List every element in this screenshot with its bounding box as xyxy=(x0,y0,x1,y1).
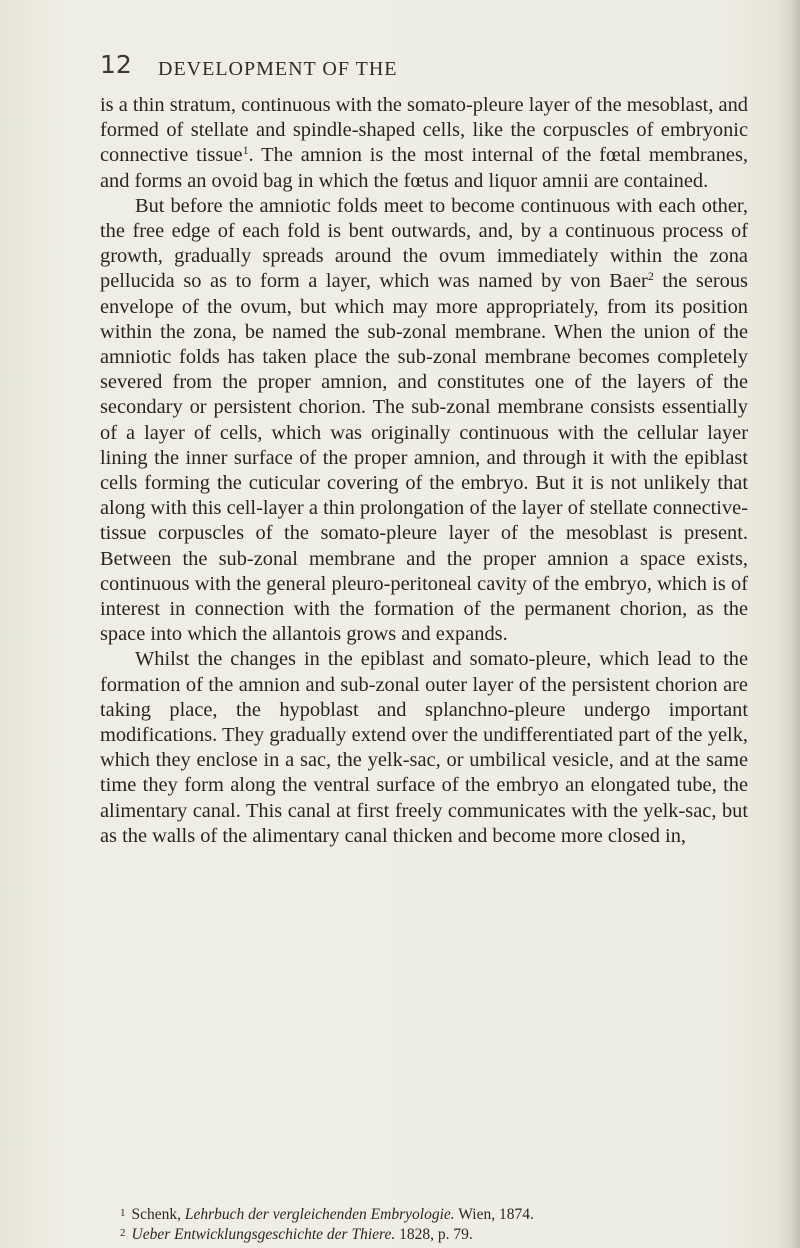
body-text xyxy=(100,93,748,849)
footnote-title: Lehrbuch der vergleichenden Embryologie. xyxy=(184,1206,455,1223)
paragraph-text: . The amnion is the most internal of the fœtal membranes, and forms an ovoid bag in which the fœtus and liquor amnii are contained. xyxy=(100,144,748,192)
footnote-details: 1828, p. 79. xyxy=(399,1226,473,1243)
paragraph-text: the serous envelope of the ovum, but which may more appropriately, from its position within the zona, be named the sub-zonal membrane. When the union of the amniotic folds has taken place the sub-zonal membrane becomes completely severed from the proper amnion, and constitutes one of the layers of the secondary or persistent chorion. The sub-zonal membrane consists essentially of a layer of cells, which was originally continuous with the cellular layer lining the inner surface of the proper amnion, and through it with the epiblast cells forming the cuticular covering of the embryo. But it is not unlikely that along with this cell-layer a thin prolongation of the layer of stellate connective-tissue corpuscles of the somato-pleure layer of the mesoblast is present. Between the sub-zonal membrane and the proper amnion a space exists, continuous with the general pleuro-peritoneal cavity of the embryo, which is of interest in connection with the formation of the permanent chorion, as the space into which the allantois grows and expands. xyxy=(100,270,748,646)
footnote-number: 1 xyxy=(120,1207,126,1219)
paragraph-1 xyxy=(100,93,748,194)
page-header xyxy=(0,50,800,86)
footnote-reference: 1 xyxy=(242,143,249,158)
paragraph-text: is a thin stratum, continuous with the somato-pleure layer of the mesoblast, and formed of stellate and spindle-shaped cells, like the corpuscles of embryonic connective tissue xyxy=(100,94,748,167)
footnote-number: 2 xyxy=(120,1227,126,1239)
footnote-author: Schenk, xyxy=(131,1206,182,1223)
paragraph-text: Whilst the changes in the epiblast and somato-pleure, which lead to the formation of the amnion and sub-zonal outer layer of the persistent chorion are taking place, the hypoblast and splanchno-pleure undergo important modifications. They gradually extend over the undifferentiated part of the yelk, which they enclose in a sac, the yelk-sac, or umbilical vesicle, and at the same time they form along the ventral surface of the embryo an elongated tube, the alimentary canal. This canal at first freely communicates with the yelk-sac, but as the walls of the alimentary canal thicken and become more closed in, xyxy=(100,648,748,847)
footnote-details: Wien, 1874. xyxy=(458,1206,534,1223)
page-number: 12 xyxy=(100,50,132,79)
footnotes xyxy=(120,1204,760,1244)
footnote-title: Ueber Entwicklungsgeschichte der Thiere. xyxy=(131,1226,396,1243)
footnote-1 xyxy=(120,1204,760,1224)
running-head: DEVELOPMENT OF THE xyxy=(158,58,398,80)
footnote-reference: 2 xyxy=(647,269,654,284)
paragraph-text: But before the amniotic folds meet to become continuous with each other, the free edge of each fold is bent outwards, and, by a continuous process of growth, gradually spreads around the ovum immediately within the zona pellucida so as to form a layer, which was named by von Baer xyxy=(100,194,748,293)
paragraph-2 xyxy=(100,194,748,648)
paragraph-3 xyxy=(100,647,748,849)
page-edge-shadow xyxy=(778,0,800,1248)
footnote-2 xyxy=(120,1224,760,1244)
